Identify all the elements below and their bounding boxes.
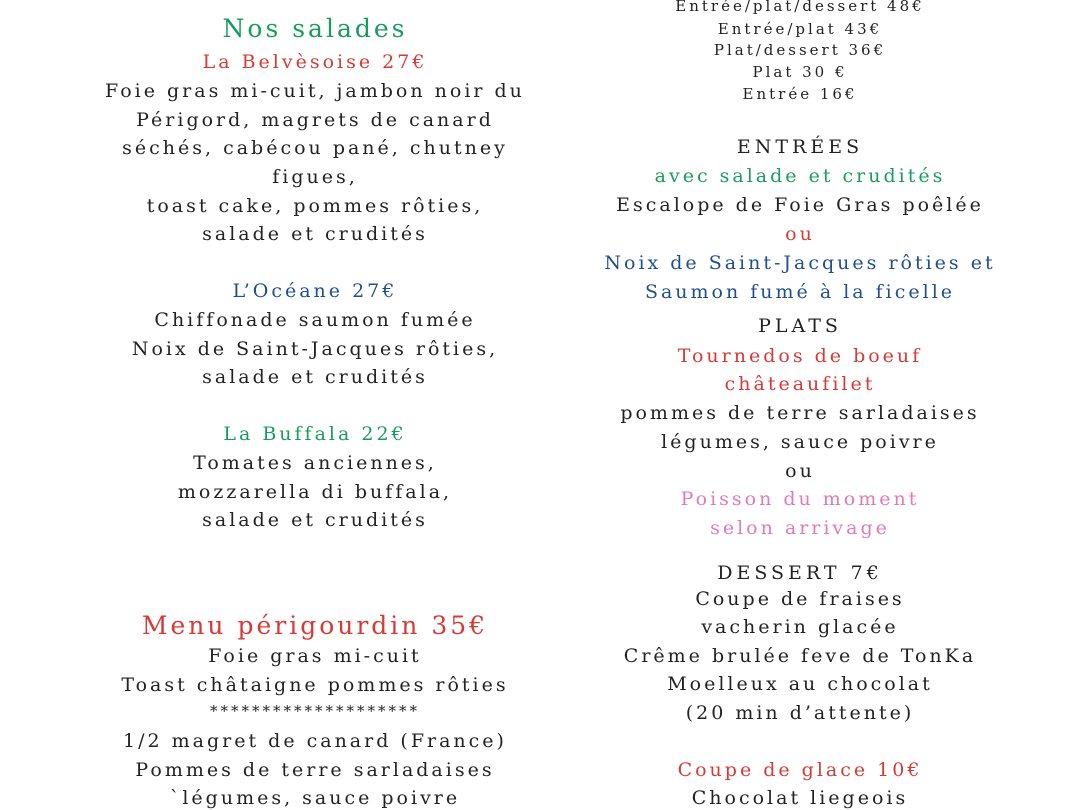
dessert-item: Moelleux au chocolat (667, 673, 933, 695)
salad-oceane-line: Noix de Saint-Jacques rôties, (131, 338, 499, 360)
entree-option: Saumon fumé à la ficelle (644, 281, 956, 303)
menu-perigourdin-line: Pommes de terre sarladaises (135, 759, 495, 781)
dessert-item: vacherin glacée (701, 616, 899, 638)
formula-line: Entrée 16€ (742, 85, 858, 103)
salad-belvesoise-line: Foie gras mi-cuit, jambon noir du (105, 80, 525, 102)
dessert-item: Crême brulée feve de TonKa (623, 645, 977, 667)
plats-title: PLATS (758, 315, 842, 337)
menu-separator: ******************** (210, 702, 420, 720)
formula-line: Plat/dessert 36€ (713, 41, 887, 59)
menu-perigourdin-line: 1/2 magret de canard (France) (123, 730, 507, 752)
salad-belvesoise-line: salade et crudités (202, 223, 428, 245)
salad-belvesoise-line: toast cake, pommes rôties, (146, 195, 484, 217)
dessert-item: (20 min d’attente) (685, 702, 915, 724)
salad-oceane-line: salade et crudités (202, 366, 428, 388)
menu-perigourdin-line: `légumes, sauce poivre (169, 787, 461, 809)
salad-oceane-line: Chiffonade saumon fumée (154, 309, 476, 331)
menu-perigourdin-line: Toast châtaigne pommes rôties (121, 674, 509, 696)
plat-option: Poisson du moment (680, 488, 920, 510)
dessert-item: Coupe de fraises (695, 588, 905, 610)
plat-option: Tournedos de boeuf (677, 345, 923, 367)
glace-title: Coupe de glace 10€ (677, 759, 923, 781)
salad-buffala-line: salade et crudités (202, 509, 428, 531)
entrees-subtitle: avec salade et crudités (654, 165, 946, 187)
menu-perigourdin-line: Foie gras mi-cuit (208, 645, 422, 667)
menu-perigourdin-title: Menu périgourdin 35€ (141, 611, 489, 640)
plat-sides: pommes de terre sarladaises (620, 402, 980, 424)
entrees-title: ENTRÉES (736, 136, 864, 158)
plat-sides: légumes, sauce poivre (661, 431, 939, 453)
formula-line: Entrée/plat 43€ (717, 20, 883, 38)
salad-belvesoise-name: La Belvèsoise 27€ (202, 51, 428, 73)
plat-option: châteaufilet (724, 373, 876, 395)
glace-item: Chocolat liegeois (691, 787, 909, 809)
salad-oceane-name: L’Océane 27€ (232, 280, 398, 302)
formula-line: Plat 30 € (752, 63, 848, 81)
entree-option: Noix de Saint-Jacques rôties et (604, 252, 996, 274)
salad-buffala-line: mozzarella di buffala, (177, 481, 453, 503)
formula-line: Entrée/plat/dessert 48€ (675, 0, 925, 15)
salad-buffala-line: Tomates anciennes, (193, 452, 437, 474)
plat-or: ou (785, 460, 815, 482)
salad-buffala-name: La Buffala 22€ (223, 423, 407, 445)
salad-belvesoise-line: séchés, cabécou pané, chutney (122, 137, 508, 159)
entree-or: ou (785, 223, 815, 245)
salad-belvesoise-line: Périgord, magrets de canard (136, 109, 494, 131)
entree-option: Escalope de Foie Gras poêlée (616, 194, 984, 216)
salad-belvesoise-line: figues, (272, 166, 358, 188)
dessert-title: DESSERT 7€ (717, 562, 883, 584)
salads-title: Nos salades (222, 14, 408, 43)
plat-option: selon arrivage (710, 517, 890, 539)
